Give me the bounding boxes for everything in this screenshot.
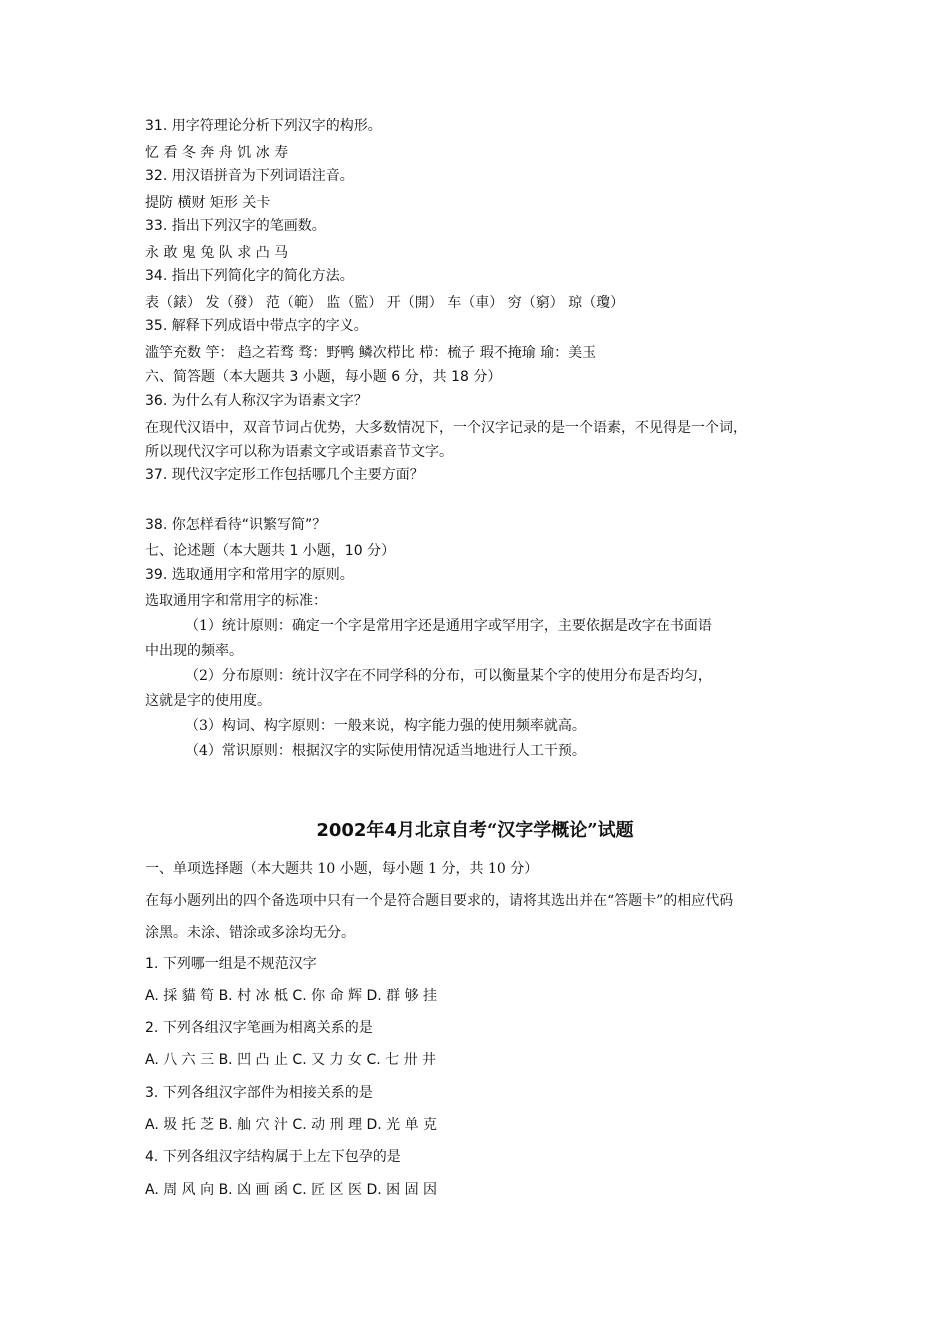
question-31-chars: 忆 看 冬 奔 舟 饥 冰 寿	[145, 145, 289, 161]
answer-39-heading: 选取通用字和常用字的标准：	[145, 593, 327, 609]
question-32-words: 提防 横财 矩形 关卡	[145, 195, 271, 211]
question-2: 2. 下列各组汉字笔画为相离关系的是	[145, 1020, 373, 1036]
exam-title	[0, 819, 950, 843]
answer-39-item3: （3）构词、构字原则：一般来说，构字能力强的使用频率就高。	[185, 718, 586, 734]
answer-39-item1-line2: 中出现的频率。	[145, 643, 243, 659]
question-34-chars: 表（錶） 发（發） 范（範） 监（監） 开（開） 车（車） 穷（窮） 琼（瓊）	[145, 295, 625, 311]
answer-39-item2-line2: 这就是字的使用度。	[145, 693, 271, 709]
question-37: 37. 现代汉字定形工作包括哪几个主要方面？	[145, 467, 424, 483]
exam-title-year: 2002	[316, 820, 367, 841]
question-33: 33. 指出下列汉字的笔画数。	[145, 218, 326, 234]
section-6-heading: 六、简答题（本大题共 3 小题，每小题 6 分，共 18 分）	[145, 369, 502, 385]
question-2-options: A. 八 六 三 B. 凹 凸 止 C. 又 力 女 C. 七 卅 井	[145, 1052, 437, 1068]
question-35-items: 滥竽充数 竽： 趋之若骛 骛：野鸭 鳞次栉比 栉：梳子 瑕不掩瑜 瑜：美玉	[145, 345, 597, 361]
answer-39-item2-line1: （2）分布原则：统计汉字在不同学科的分布，可以衡量某个字的使用分布是否均匀，	[185, 668, 712, 684]
answer-39-item1-line1: （1）统计原则：确定一个字是常用字还是通用字或罕用字，主要依据是改字在书面语	[185, 618, 712, 634]
instructions-line2: 涂黑。未涂、错涂或多涂均无分。	[145, 925, 355, 941]
answer-36-line2: 所以现代汉字可以称为语素文字或语素音节文字。	[145, 444, 453, 460]
question-38: 38. 你怎样看待“识繁写简”？	[145, 517, 327, 533]
question-1-options: A. 採 貓 笱 B. 村 冰 柢 C. 你 命 辉 D. 群 够 挂	[145, 988, 438, 1004]
question-4: 4. 下列各组汉字结构属于上左下包孕的是	[145, 1149, 401, 1165]
answer-36-line1: 在现代汉语中，双音节词占优势，大多数情况下，一个汉字记录的是一个语素，不见得是一个词，	[145, 420, 747, 436]
question-3: 3. 下列各组汉字部件为相接关系的是	[145, 1085, 373, 1101]
question-34: 34. 指出下列简化字的简化方法。	[145, 268, 354, 284]
question-33-chars: 永 敢 鬼 兔 队 求 凸 马	[145, 245, 289, 261]
question-1: 1. 下列哪一组是不规范汉字	[145, 956, 317, 972]
exam-title-month: 4	[384, 820, 397, 841]
answer-39-item4: （4）常识原则：根据汉字的实际使用情况适当地进行人工干预。	[185, 743, 586, 759]
question-4-options: A. 周 风 向 B. 凶 画 函 C. 匠 区 医 D. 困 固 因	[145, 1182, 438, 1198]
section-1-heading: 一、单项选择题（本大题共 10 小题，每小题 1 分，共 10 分）	[145, 861, 539, 877]
section-7-heading: 七、论述题（本大题共 1 小题，10 分）	[145, 543, 396, 559]
instructions-line1: 在每小题列出的四个备选项中只有一个是符合题目要求的，请将其选出并在“答题卡”的相应代码	[145, 893, 734, 909]
question-35: 35. 解释下列成语中带点字的字义。	[145, 318, 368, 334]
question-39: 39. 选取通用字和常用字的原则。	[145, 567, 354, 583]
question-3-options: A. 圾 托 芝 B. 舢 穴 汁 C. 动 刑 理 D. 光 单 克	[145, 1117, 438, 1133]
question-31: 31. 用字符理论分析下列汉字的构形。	[145, 118, 382, 134]
question-32: 32. 用汉语拼音为下列词语注音。	[145, 168, 354, 184]
question-36: 36. 为什么有人称汉字为语素文字？	[145, 393, 368, 409]
exam-title-rest: 月北京自考“汉字学概论”试题	[396, 820, 634, 841]
exam-title-year-suffix: 年	[366, 820, 385, 841]
